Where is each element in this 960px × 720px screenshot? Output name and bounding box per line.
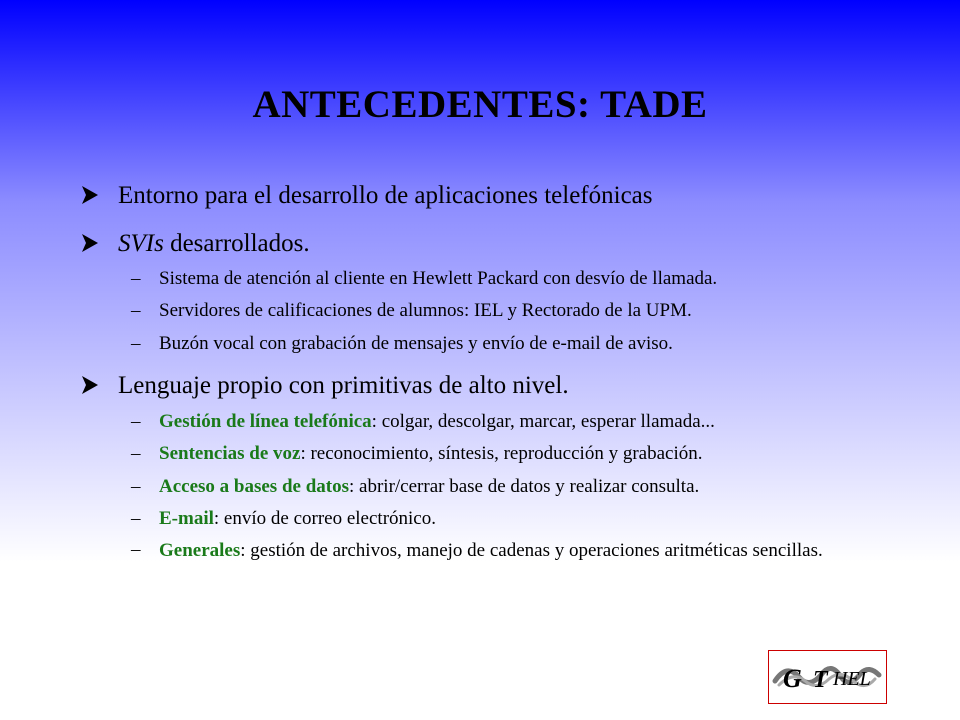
bullet-text: Lenguaje propio con primitivas de alto nivel. — [118, 372, 569, 399]
dash-marker: – — [131, 333, 141, 354]
bullet-text-rest: desarrollados. — [163, 230, 310, 257]
dash-marker: – — [131, 411, 141, 432]
dash-marker: – — [131, 268, 141, 289]
dash-marker: – — [131, 476, 141, 497]
sub-bullet-text — [159, 443, 702, 465]
slide-title: ANTECEDENTES: TADE — [252, 83, 708, 126]
emphasis-text: SVIs — [118, 230, 164, 257]
sub-bullet-text — [159, 539, 880, 563]
bullet-text: Entorno para el desarrollo de aplicaciones telefónicas — [118, 182, 653, 209]
sub-bullet-rest: : gestión de archivos, manejo de cadenas y operaciones aritméticas sencillas. — [240, 540, 823, 561]
bullet-text — [118, 230, 310, 258]
dash-marker: – — [131, 508, 141, 529]
highlight-term: Generales — [159, 540, 241, 561]
dash-marker: – — [131, 300, 141, 321]
highlight-term: Acceso a bases de datos — [159, 476, 349, 497]
dash-marker: – — [131, 539, 141, 560]
sub-bullet-text: Sistema de atención al cliente en Hewlett Packard con desvío de llamada. — [159, 268, 718, 289]
gthel-logo-graphic — [769, 651, 885, 702]
sub-bullet-text — [159, 411, 715, 433]
svg-text:HEL: HEL — [833, 668, 871, 690]
sub-bullet-text — [159, 476, 699, 498]
sub-bullet-rest: : colgar, descolgar, marcar, esperar llamada... — [371, 411, 715, 432]
sub-bullet-rest: : abrir/cerrar base de datos y realizar consulta. — [349, 476, 700, 497]
highlight-term: Gestión de línea telefónica — [159, 411, 372, 432]
sub-bullet-text — [159, 508, 436, 530]
svg-text:G: G — [783, 664, 802, 693]
arrowhead-bullet-icon — [80, 232, 100, 254]
sub-bullet-rest: : envío de correo electrónico. — [213, 508, 436, 529]
highlight-term: Sentencias de voz — [159, 443, 301, 464]
sub-bullet-text: Buzón vocal con grabación de mensajes y envío de e-mail de aviso. — [159, 333, 673, 354]
gthel-logo — [768, 650, 887, 704]
dash-marker: – — [131, 443, 141, 464]
arrowhead-bullet-icon — [80, 184, 100, 206]
highlight-term: E-mail — [159, 508, 214, 529]
sub-bullet-text: Servidores de calificaciones de alumnos: IEL y Rectorado de la UPM. — [159, 300, 692, 321]
sub-bullet-rest: : reconocimiento, síntesis, reproducción y grabación. — [300, 443, 703, 464]
arrowhead-bullet-icon — [80, 374, 100, 396]
svg-text:T: T — [813, 667, 828, 693]
